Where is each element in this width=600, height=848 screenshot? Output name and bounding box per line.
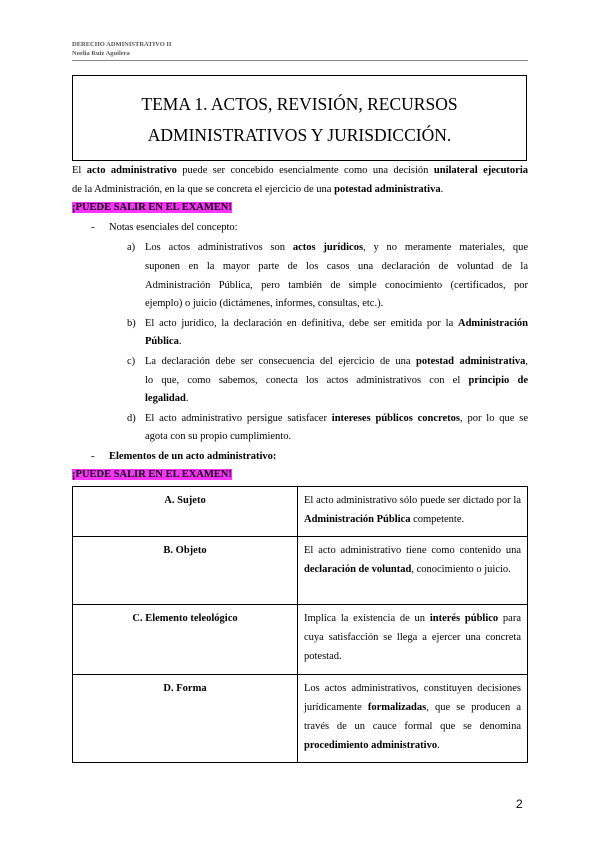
title-line-1: TEMA 1. ACTOS, REVISIÓN, RECURSOS [141,94,458,114]
row-value-forma: Los actos administrativos, constituyen decisiones jurídicamente formalizadas, que se producen a través de un cauce formal que se denomina procedimiento administrativo. [298,675,528,763]
intro-line-2: de la Administración, en la que se concreta el ejercicio de una potestad administrativa. [72,184,444,195]
item-c-line-3: legalidad. [145,393,189,404]
elements-table [72,486,528,763]
item-a-line-3: Administración Pública, pero también de simple conocimiento (certificados, por [145,280,528,291]
item-marker-a: a) [127,242,136,253]
item-a-line-2: suponen en la mayor parte de los casos una declaración de voluntad de la [145,261,528,272]
title-line-2: ADMINISTRATIVOS Y JURISDICCIÓN. [147,125,452,145]
term-unilateral-ejecutoria: unilateral ejecutoria [433,165,528,176]
row-value-sujeto: El acto administrativo sólo puede ser dictado por la Administración Pública competente. [298,487,528,537]
item-marker-d: d) [127,413,136,424]
row-key-sujeto: A. Sujeto [73,487,298,537]
item-b-line-2: Pública. [145,336,182,347]
header-course: DERECHO ADMINISTRATIVO II [72,41,172,48]
term-potestad-administrativa: potestad administrativa [334,184,441,195]
exam-note-1: ¡PUEDE SALIR EN EL EXAMEN! [72,202,232,213]
row-key-forma: D. Forma [73,675,298,763]
row-key-objeto: B. Objeto [73,537,298,605]
item-c-line-2: lo que, como sabemos, conecta los actos administrativos con el principio de [145,375,528,386]
table-row [73,675,528,763]
table-row [73,537,528,605]
item-marker-b: b) [127,318,136,329]
exam-note-2: ¡PUEDE SALIR EN EL EXAMEN! [72,469,232,480]
row-value-objeto: El acto administrativo tiene como contenido una declaración de voluntad, conocimiento o juicio. [298,537,528,605]
title-box [72,75,527,161]
item-a-line-4: ejemplo) o juicio (dictámenes, informes, consultas, etc.). [145,298,384,309]
elements-heading: Elementos de un acto administrativo: [109,451,277,462]
table-row [73,487,528,537]
header-author: Noelia Ruiz Aguilera [72,50,130,57]
item-d-line-2: agota con su propio cumplimiento. [145,431,292,442]
term-acto-administrativo: acto administrativo [86,165,177,176]
item-a-line-1: Los actos administrativos son actos jurídicos, y no meramente materiales, que [145,242,528,253]
bullet-dash: - [91,222,95,233]
row-value-teleologico: Implica la existencia de un interés público para cuya satisfacción se llega a ejercer una concreta potestad. [298,605,528,675]
bullet-dash-2: - [91,451,95,462]
page-number: 2 [516,797,523,811]
item-b-line-1: El acto jurídico, la declaración en definitiva, debe ser emitida por la Administración [145,318,528,329]
item-d-line-1: El acto administrativo persigue satisfacer intereses públicos concretos, por lo que se [145,413,528,424]
header-rule [72,60,528,61]
intro-line-1: El acto administrativo puede ser concebido esencialmente como una decisión unilateral ejecutoria [72,165,528,176]
table-row [73,605,528,675]
item-c-line-1: La declaración debe ser consecuencia del ejercicio de una potestad administrativa, [145,356,528,367]
item-marker-c: c) [127,356,136,367]
row-key-teleologico: C. Elemento teleológico [73,605,298,675]
notes-heading: Notas esenciales del concepto: [109,222,238,233]
running-header [72,40,171,58]
